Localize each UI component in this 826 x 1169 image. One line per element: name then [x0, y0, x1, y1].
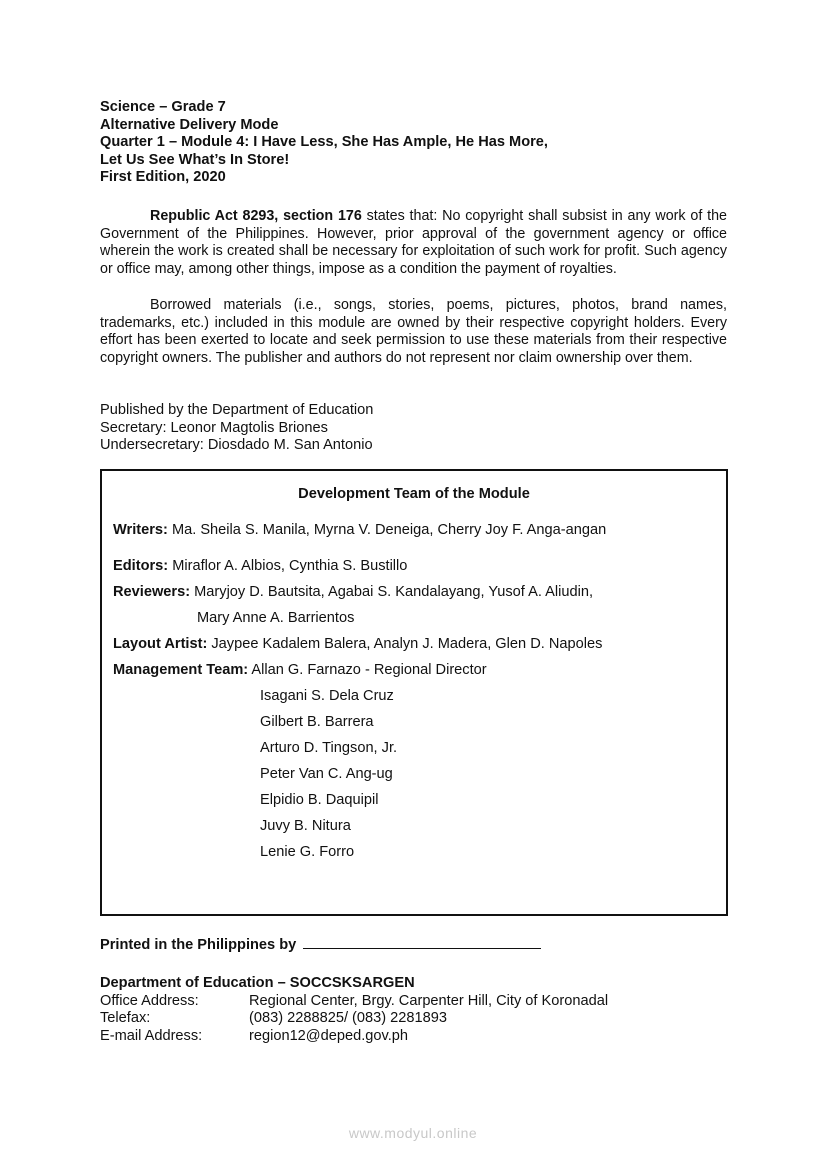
printed-by-label: Printed in the Philippines by [100, 937, 297, 953]
reviewers-label: Reviewers: [113, 584, 191, 600]
layout-artist-row [113, 636, 602, 652]
management-member: Isagani S. Dela Cruz [260, 688, 394, 704]
team-title: Development Team of the Module [298, 486, 530, 502]
management-member: Juvy B. Nitura [260, 818, 351, 834]
publisher-block [100, 402, 373, 455]
email-value: region12@deped.gov.ph [249, 1027, 408, 1044]
copyright-law-reference: Republic Act 8293, section 176 [150, 208, 362, 224]
reviewers-row [113, 584, 593, 600]
editors-row [113, 558, 407, 574]
reviewers-continued: Mary Anne A. Barrientos [197, 610, 355, 626]
management-member: Lenie G. Forro [260, 844, 355, 860]
email-label: E-mail Address: [100, 1027, 203, 1044]
management-team-row [113, 662, 487, 678]
telefax-label: Telefax: [100, 1010, 151, 1027]
deped-heading: Department of Education – SOCCSKSARGEN [100, 975, 415, 991]
watermark: www.modyul.online [348, 1125, 478, 1141]
management-member: Gilbert B. Barrera [260, 714, 374, 730]
reviewers-names: Maryjoy D. Bautsita, Agabai S. Kandalayang, Yusof A. Aliudin, [190, 584, 594, 600]
writers-names: Ma. Sheila S. Manila, Myrna V. Deneiga, Cherry Joy F. Anga-angan [167, 522, 607, 538]
editors-label: Editors: [113, 558, 169, 574]
title-edition: First Edition, 2020 [100, 169, 226, 186]
layout-artist-names: Jaypee Kadalem Balera, Analyn J. Madera, Glen D. Napoles [207, 636, 603, 652]
management-member: Elpidio B. Daquipil [260, 792, 379, 808]
management-member: Peter Van C. Ang-ug [260, 766, 393, 782]
office-address-value: Regional Center, Brgy. Carpenter Hill, City of Koronadal [249, 992, 609, 1009]
title-subject: Science – Grade 7 [100, 99, 226, 115]
copyright-paragraph [100, 208, 727, 278]
layout-artist-label: Layout Artist: [113, 636, 208, 652]
management-member: Allan G. Farnazo - Regional Director [251, 662, 487, 678]
published-by: Published by the Department of Education [100, 402, 374, 418]
borrowed-materials-text: Borrowed materials (i.e., songs, stories, poems, pictures, photos, brand names, trademarks, etc.) included in this module are owned by their respective copyright holders. Every effort has been exerted to locate and seek permission to use these materials from their respective copyright owners. The publisher and authors do not represent nor claim ownership over them. [100, 297, 727, 366]
management-member: Arturo D. Tingson, Jr. [260, 740, 398, 756]
development-team-box [100, 469, 728, 916]
office-address-row [100, 993, 608, 1011]
editors-names: Miraflor A. Albios, Cynthia S. Bustillo [168, 558, 408, 574]
module-title-block [100, 99, 548, 187]
title-mode: Alternative Delivery Mode [100, 116, 279, 133]
telefax-value: (083) 2288825/ (083) 2281893 [249, 1010, 447, 1027]
writers-row [113, 522, 606, 538]
writers-label: Writers: [113, 522, 168, 538]
title-module-line1: Quarter 1 – Module 4: I Have Less, She Has Ample, He Has More, [100, 134, 548, 151]
secretary: Secretary: Leonor Magtolis Briones [100, 419, 328, 436]
telefax-row [100, 1010, 608, 1028]
office-address-label: Office Address: [100, 992, 199, 1009]
title-module-line2: Let Us See What’s In Store! [100, 151, 290, 168]
copyright-text: states that: No copyright shall subsist in any work of the Government of the Philippines. However, prior approval of the government agency or office wherein the work is created shall be necessary for exploitation of such work for profit. Such agency or office may, among other things, impose as a condition the payment of royalties. [100, 208, 727, 277]
undersecretary: Undersecretary: Diosdado M. San Antonio [100, 437, 373, 454]
printed-by-line [100, 934, 541, 953]
management-team-label: Management Team: [113, 662, 249, 678]
email-row [100, 1028, 608, 1046]
printer-blank-line [303, 934, 541, 949]
borrowed-materials-paragraph [100, 297, 727, 367]
deped-contact-block [100, 975, 608, 1045]
